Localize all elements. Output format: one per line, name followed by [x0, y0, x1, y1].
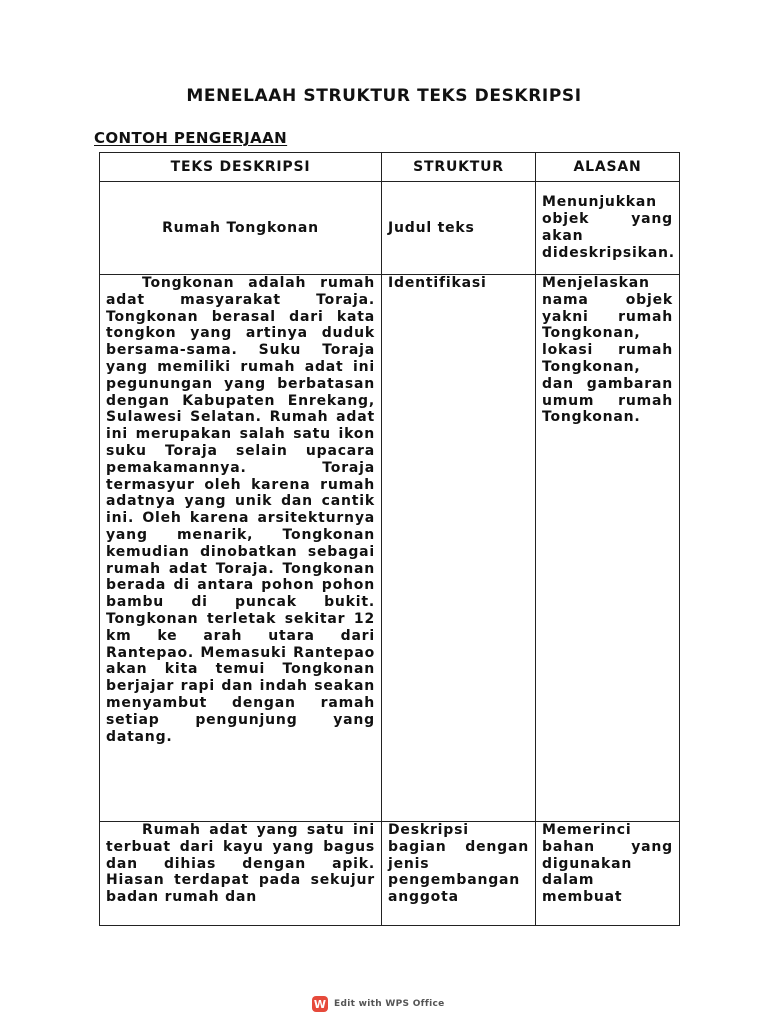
structure-table — [99, 152, 680, 926]
table-header-row — [100, 153, 680, 182]
header-alasan: ALASAN — [536, 153, 680, 182]
cell-struktur: Deskripsi bagian dengan jenis pengembangan anggota — [382, 822, 536, 926]
section-title: CONTOH PENGERJAAN — [94, 129, 288, 147]
table-row — [100, 275, 680, 822]
table-row — [100, 822, 680, 926]
cell-alasan: Memerinci bahan yang digunakan dalam membuat — [536, 822, 680, 926]
table-row — [100, 182, 680, 275]
cell-struktur: Judul teks — [382, 182, 536, 275]
cell-alasan: Menjelaskan nama objek yakni rumah Tongkonan, lokasi rumah Tongkonan, dan gambaran umum rumah Tongkonan. — [536, 275, 680, 822]
cell-teks: Tongkonan adalah rumah adat masyarakat Toraja. Tongkonan berasal dari kata tongkon yang artinya duduk bersama-sama. Suku Toraja yang memiliki rumah adat ini pegunungan yang berbatasan dengan Kabupaten Enrekang, Sulawesi Selatan. Rumah adat ini merupakan salah satu ikon suku Toraja selain upacara pemakamannya. Toraja termasyur oleh karena rumah adatnya yang unik dan cantik ini. Oleh karena arsitekturnya yang menarik, Tongkonan kemudian dinobatkan sebagai rumah adat Toraja. Tongkonan berada di antara pohon pohon bambu di puncak bukit. Tongkonan terletak sekitar 12 km ke arah utara dari Rantepao. Memasuki Rantepao akan kita temui Tongkonan berjajar rapi dan indah seakan menyambut dengan ramah setiap pengunjung yang datang. — [100, 275, 382, 822]
cell-alasan: Menunjukkan objek yang akan dideskripsikan. — [536, 182, 680, 275]
header-struktur: STRUKTUR — [382, 153, 536, 182]
wps-badge-label: Edit with WPS Office — [334, 999, 445, 1009]
wps-logo-icon: W — [313, 997, 327, 1011]
wps-badge[interactable] — [312, 996, 445, 1012]
page-title: MENELAAH STRUKTUR TEKS DESKRIPSI — [186, 86, 582, 106]
header-teks-deskripsi: TEKS DESKRIPSI — [100, 153, 382, 182]
cell-struktur: Identifikasi — [382, 275, 536, 822]
cell-teks: Rumah adat yang satu ini terbuat dari kayu yang bagus dan dihias dengan apik. Hiasan terdapat pada sekujur badan rumah dan — [100, 822, 382, 926]
cell-teks: Rumah Tongkonan — [100, 182, 382, 275]
